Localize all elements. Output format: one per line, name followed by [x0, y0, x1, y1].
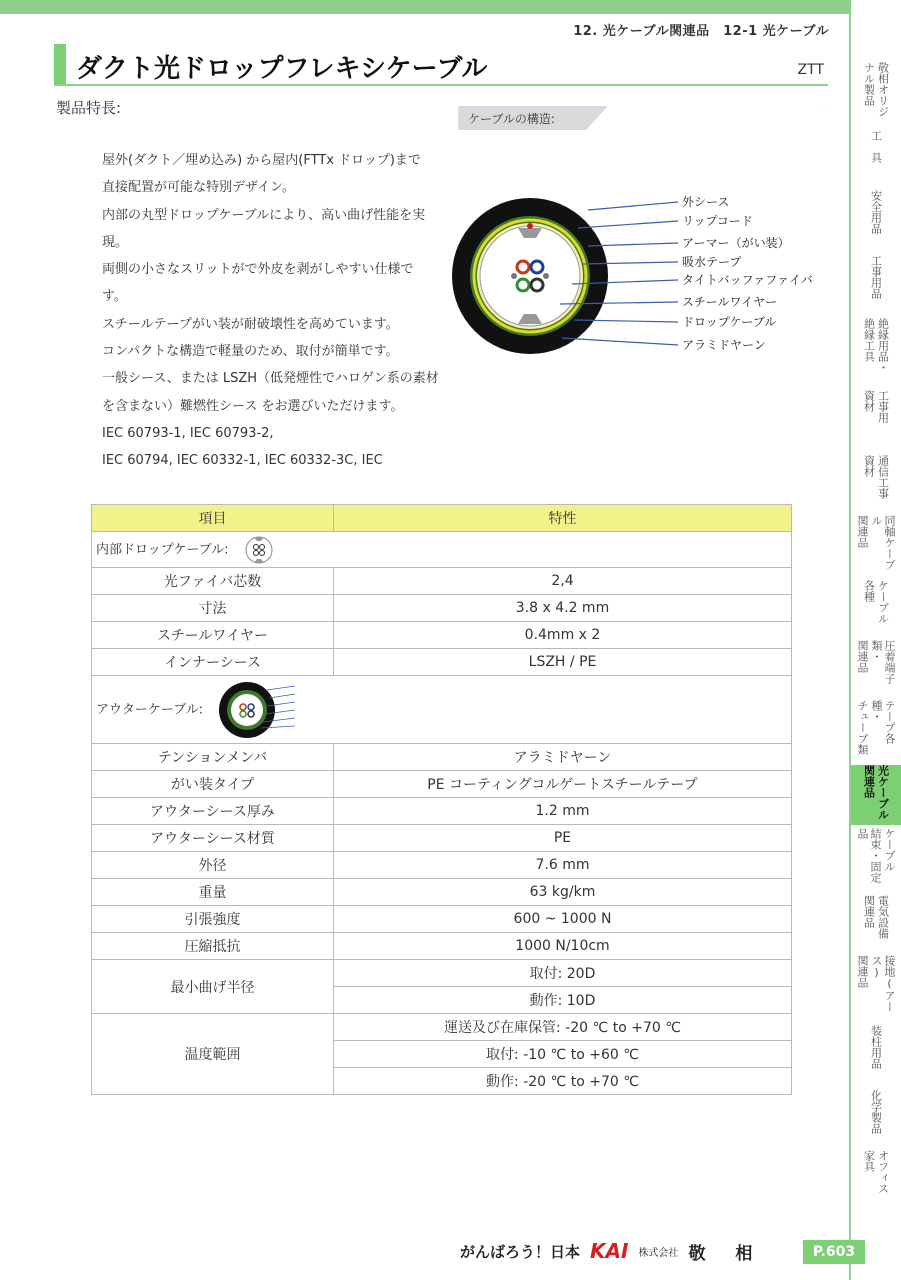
- value-cell: アラミドヤーン: [334, 744, 792, 771]
- sidebar-category[interactable]: [851, 955, 901, 1021]
- leader-line: [588, 202, 678, 210]
- cable-structure-diagram: [450, 188, 830, 378]
- sidebar-category[interactable]: [851, 828, 901, 892]
- sidebar-category-label: 通信工事: [876, 455, 890, 499]
- item-cell: 圧縮抵抗: [92, 933, 334, 960]
- sidebar-category[interactable]: [851, 515, 901, 577]
- sidebar-category-label: 関連品: [856, 640, 869, 673]
- table-row: [92, 933, 792, 960]
- sidebar-category[interactable]: [851, 190, 901, 250]
- title-block: [54, 44, 828, 86]
- value-cell: 3.8 x 4.2 mm: [334, 595, 792, 622]
- sidebar-category-label: 各種: [862, 580, 876, 602]
- item-cell: スチールワイヤー: [92, 622, 334, 649]
- sidebar-category-label: 関連品: [862, 765, 876, 798]
- outer-cable-thumbnail: [217, 680, 297, 740]
- sidebar-category-label: ケーブル: [876, 580, 890, 624]
- table-row: [92, 595, 792, 622]
- sidebar-category[interactable]: [851, 390, 901, 452]
- item-cell: 外径: [92, 852, 334, 879]
- table-row: [92, 532, 792, 568]
- sidebar-category-label: 結束・固定品: [856, 828, 882, 883]
- table-row: [92, 744, 792, 771]
- feature-line: IEC 60793-1, IEC 60793-2,: [102, 425, 274, 441]
- value-cell: LSZH / PE: [334, 649, 792, 676]
- feature-line: す。: [102, 289, 127, 305]
- value-cell: 運送及び在庫保管: -20 ℃ to +70 ℃: [334, 1014, 792, 1041]
- sidebar-category-label: 電気設備: [876, 895, 890, 939]
- sidebar-category-label: ケーブル: [883, 828, 896, 872]
- value-cell: 7.6 mm: [334, 852, 792, 879]
- feature-line: 一般シース、または LSZH（低発煙性でハロゲン系の素材: [102, 371, 439, 387]
- inner-cable-section: [92, 532, 792, 568]
- table-row: [92, 825, 792, 852]
- sidebar-category-label: 接地(アース): [870, 955, 896, 1012]
- table-row: [92, 1014, 792, 1041]
- structure-part-label: ドロップケーブル: [682, 315, 777, 329]
- table-row: [92, 906, 792, 933]
- feature-line: 屋外(ダクト／埋め込み) から屋内(FTTx ドロップ)まで: [102, 153, 421, 168]
- sidebar-category[interactable]: [851, 255, 901, 315]
- structure-part-label: アーマー（がい装）: [682, 236, 790, 250]
- company-name: 敬相: [688, 1243, 783, 1264]
- title-accent-mark: [54, 44, 66, 84]
- item-cell: アウターシース材質: [92, 825, 334, 852]
- features-list: [102, 147, 447, 475]
- kai-brand-logo: KAI: [590, 1239, 629, 1263]
- item-cell: がい装タイプ: [92, 771, 334, 798]
- item-cell: 光ファイバ芯数: [92, 568, 334, 595]
- feature-line: 内部の丸型ドロップケーブルにより、高い曲げ性能を実: [102, 207, 426, 223]
- outer-cable-section: [92, 676, 792, 744]
- value-cell: 600 ~ 1000 N: [334, 906, 792, 933]
- feature-line: 両側の小さなスリットがで外皮を剥がしやすい仕様で: [102, 262, 414, 278]
- sidebar-category-label: 化学製品: [869, 1090, 883, 1134]
- feature-line: を含まない）難燃性シース をお選びいただけます。: [102, 398, 404, 414]
- slogan-logo: がんばろう！日本: [460, 1242, 581, 1261]
- sidebar-category-label: ナル製品: [862, 62, 876, 106]
- sidebar-category-label: 安全用品: [869, 190, 883, 234]
- structure-part-label: リップコード: [682, 214, 753, 228]
- sidebar-category-label: 資材: [862, 455, 876, 477]
- value-cell: 0.4mm x 2: [334, 622, 792, 649]
- item-cell: 温度範囲: [92, 1014, 334, 1095]
- structure-part-label: スチールワイヤー: [682, 295, 778, 309]
- item-cell: テンションメンバ: [92, 744, 334, 771]
- inner-cable-label: 内部ドロップケーブル:: [96, 542, 229, 557]
- leader-line: [562, 338, 678, 345]
- feature-line: スチールテープがい装が耐破壊性を高めています。: [102, 316, 399, 332]
- leader-line: [588, 243, 678, 246]
- sidebar-category-label: 敬相オリジ: [876, 62, 890, 117]
- table-row: [92, 879, 792, 906]
- value-cell: PE コーティングコルゲートスチールテープ: [334, 771, 792, 798]
- leader-line: [578, 221, 678, 228]
- inner-cable-thumbnail: [243, 535, 277, 565]
- feature-line: IEC 60794, IEC 60332-1, IEC 60332-3C, IEC: [102, 453, 383, 469]
- sidebar-category[interactable]: [851, 640, 901, 698]
- sidebar-category-label: 圧着端子類・: [870, 640, 896, 684]
- table-row: [92, 676, 792, 744]
- table-row: [92, 798, 792, 825]
- sidebar-category[interactable]: [851, 700, 901, 762]
- sidebar-category[interactable]: [851, 455, 901, 513]
- item-cell: 最小曲げ半径: [92, 960, 334, 1014]
- sidebar-category-label: 関連品: [856, 955, 869, 988]
- sidebar-category-label: オフィス: [876, 1150, 890, 1194]
- page-number: P.603: [803, 1240, 865, 1264]
- sidebar-category[interactable]: [851, 130, 901, 186]
- model-code: ZTT: [797, 62, 824, 78]
- structure-label: ケーブルの構造:: [468, 112, 555, 126]
- value-cell: 1000 N/10cm: [334, 933, 792, 960]
- item-cell: 重量: [92, 879, 334, 906]
- footer-logo: [460, 1236, 782, 1266]
- header-item: 項目: [92, 505, 334, 532]
- sidebar-category-label: 家具: [862, 1150, 876, 1172]
- sidebar-category-label: 光ケーブル: [876, 765, 890, 820]
- breadcrumb: 12. 光ケーブル関連品 12-1 光ケーブル: [573, 24, 829, 39]
- item-cell: 引張強度: [92, 906, 334, 933]
- table-row: [92, 568, 792, 595]
- feature-line: 現。: [102, 234, 129, 250]
- table-row: [92, 960, 792, 987]
- structure-part-label: 吸水テープ: [682, 255, 742, 269]
- value-cell: 1.2 mm: [334, 798, 792, 825]
- value-cell: 取付: 20D: [334, 960, 792, 987]
- value-cell: 2,4: [334, 568, 792, 595]
- value-cell: 動作: 10D: [334, 987, 792, 1014]
- sidebar-category[interactable]: [851, 318, 901, 386]
- page-title: ダクト光ドロップフレキシケーブル: [76, 54, 488, 84]
- category-sidebar: [849, 0, 901, 1280]
- value-cell: 63 kg/km: [334, 879, 792, 906]
- sidebar-category[interactable]: [851, 765, 901, 825]
- sidebar-category-label: チューブ類: [856, 700, 869, 755]
- structure-tab: [458, 106, 608, 130]
- sidebar-category-label: 装柱用品: [869, 1025, 883, 1069]
- sidebar-category[interactable]: [851, 1150, 901, 1210]
- item-cell: 寸法: [92, 595, 334, 622]
- sidebar-category-label: 関連品: [862, 895, 876, 928]
- company-prefix: 株式会社: [638, 1247, 679, 1259]
- sidebar-category[interactable]: [851, 895, 901, 953]
- value-cell: PE: [334, 825, 792, 852]
- outer-cable-label: アウターケーブル:: [96, 702, 204, 717]
- value-cell: 動作: -20 ℃ to +70 ℃: [334, 1068, 792, 1095]
- sidebar-category-label: 工事用品: [869, 255, 883, 299]
- sidebar-category-label: テープ各種・: [870, 700, 896, 744]
- sidebar-category-label: 関連品: [856, 515, 869, 548]
- features-heading: 製品特長:: [56, 99, 122, 117]
- table-row: [92, 649, 792, 676]
- sidebar-category[interactable]: [851, 62, 901, 126]
- sidebar-category-label: 絶縁用品・: [876, 318, 890, 373]
- sidebar-category-label: 同軸ケーブル: [870, 515, 896, 570]
- sidebar-category[interactable]: [851, 1090, 901, 1148]
- feature-line: 直接配置が可能な特別デザイン。: [102, 180, 296, 196]
- sidebar-category-label: 絶縁工具: [862, 318, 876, 362]
- structure-part-label: タイトバッファファイバ: [682, 273, 813, 287]
- item-cell: アウターシース厚み: [92, 798, 334, 825]
- sidebar-category-label: 工 具: [869, 130, 883, 163]
- structure-part-label: アラミドヤーン: [682, 338, 766, 352]
- value-cell: 取付: -10 ℃ to +60 ℃: [334, 1041, 792, 1068]
- sidebar-category[interactable]: [851, 580, 901, 636]
- header-property: 特性: [334, 505, 792, 532]
- table-row: [92, 771, 792, 798]
- table-row: [92, 505, 792, 532]
- item-cell: インナーシース: [92, 649, 334, 676]
- structure-part-label: 外シース: [682, 195, 730, 209]
- top-accent-bar: [0, 0, 849, 14]
- table-row: [92, 622, 792, 649]
- feature-line: コンパクトな構造で軽量のため、取付が簡単です。: [102, 344, 399, 360]
- sidebar-category-label: 工事用: [876, 390, 890, 423]
- sidebar-category-label: 資材: [862, 390, 876, 412]
- table-row: [92, 852, 792, 879]
- spec-table: [91, 504, 792, 1095]
- sidebar-category[interactable]: [851, 1025, 901, 1085]
